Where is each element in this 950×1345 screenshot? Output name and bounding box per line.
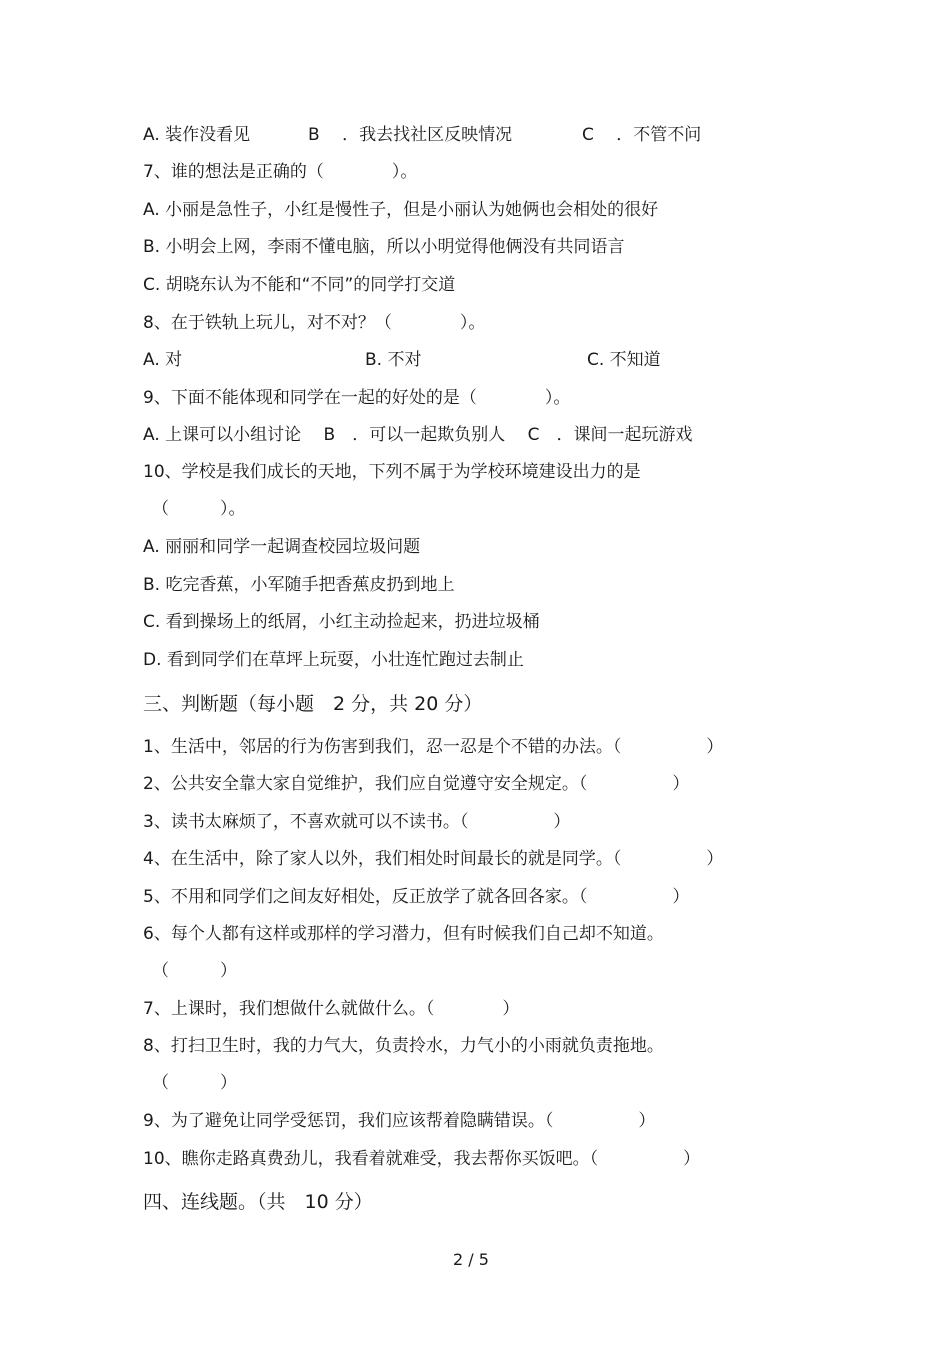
judge-item: 2、公共安全靠大家自觉维护，我们应自觉遵守安全规定。（ ） <box>143 774 690 794</box>
q10-option-d: D. 看到同学们在草坪上玩耍，小壮连忙跑过去制止 <box>143 650 524 670</box>
judge-item: 4、在生活中，除了家人以外，我们相处时间最长的就是同学。（ ） <box>143 849 724 869</box>
q8-option-b: B. 不对 <box>365 350 422 370</box>
judge-item: 5、不用和同学们之间友好相处，反正放学了就各回各家。（ ） <box>143 887 690 907</box>
judge-item: 3、读书太麻烦了，不喜欢就可以不读书。（ ） <box>143 812 571 832</box>
q9-stem: 9、下面不能体现和同学在一起的好处的是（ ）。 <box>143 388 571 408</box>
judge-item: 7、上课时，我们想做什么就做什么。（ ） <box>143 999 520 1019</box>
q10-blank: （ ）。 <box>152 499 246 519</box>
q6-option-b: B ．我去找社区反映情况 <box>308 125 513 145</box>
q10-option-b: B. 吃完香蕉，小军随手把香蕉皮扔到地上 <box>143 575 455 595</box>
judge-item: 6、每个人都有这样或那样的学习潜力，但有时候我们自己却不知道。 <box>143 924 664 944</box>
judge-item-blank: （ ） <box>152 961 237 981</box>
judge-item: 1、生活中，邻居的行为伤害到我们，忍一忍是个不错的办法。（ ） <box>143 737 724 757</box>
q7-option-c: C. 胡晓东认为不能和“不同”的同学打交道 <box>143 275 456 295</box>
q6-option-c: C ．不管不问 <box>582 125 702 145</box>
q9-options: A. 上课可以小组讨论 B ．可以一起欺负别人 C ．课间一起玩游戏 <box>143 425 693 445</box>
judge-item: 9、为了避免让同学受惩罚，我们应该帮着隐瞒错误。（ ） <box>143 1111 656 1131</box>
q7-option-a: A. 小丽是急性子，小红是慢性子，但是小丽认为她俩也会相处的很好 <box>143 200 659 220</box>
judge-item: 8、打扫卫生时，我的力气大，负责拎水，力气小的小雨就负责拖地。 <box>143 1036 664 1056</box>
q8-option-c: C. 不知道 <box>587 350 661 370</box>
section3-title: 三、判断题（每小题 2 分，共 20 分） <box>143 693 483 715</box>
page-number: 2 / 5 <box>453 1250 489 1269</box>
q7-option-b: B. 小明会上网，李雨不懂电脑，所以小明觉得他俩没有共同语言 <box>143 237 625 257</box>
q8-option-a: A. 对 <box>143 350 183 370</box>
judge-item: 10、瞧你走路真费劲儿，我看着就难受，我去帮你买饭吧。（ ） <box>143 1149 701 1169</box>
q8-stem: 8、在于铁轨上玩儿，对不对？（ ）。 <box>143 313 486 333</box>
q10-option-a: A. 丽丽和同学一起调查校园垃圾问题 <box>143 537 421 557</box>
judge-item-blank: （ ） <box>152 1073 237 1093</box>
q10-stem: 10、学校是我们成长的天地，下列不属于为学校环境建设出力的是 <box>143 462 641 482</box>
q7-stem: 7、谁的想法是正确的（ ）。 <box>143 162 418 182</box>
section4-title: 四、连线题。（共 10 分） <box>143 1191 373 1213</box>
q10-option-c: C. 看到操场上的纸屑，小红主动捡起来，扔进垃圾桶 <box>143 612 540 632</box>
q6-option-a: A. 装作没看见 <box>143 125 251 145</box>
